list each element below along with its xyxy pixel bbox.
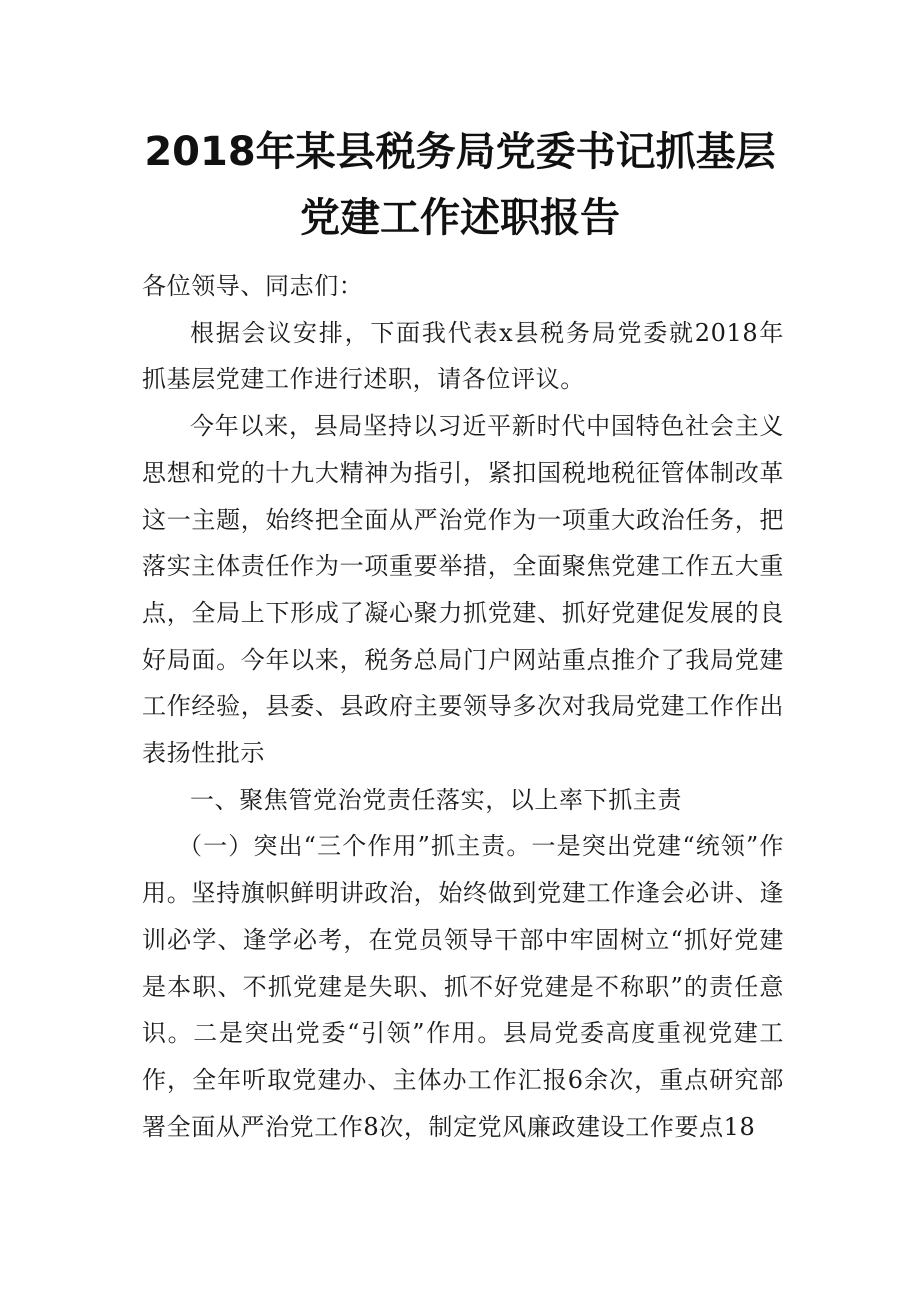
- section-heading-1: 一、聚焦管党治党责任落实，以上率下抓主责: [190, 785, 682, 814]
- document-title-line-1: 2018年某县税务局党委书记抓基层: [144, 129, 776, 175]
- document-title-line-2: 党建工作述职报告: [300, 195, 620, 241]
- paragraph-intro: 根据会议安排，下面我代表x县税务局党委就2018年抓基层党建工作进行述职，请各位评议。: [142, 318, 784, 394]
- document-body: [142, 263, 784, 1150]
- paragraph-overview: 今年以来，县局坚持以习近平新时代中国特色社会主义思想和党的十九大精神为指引，紧扣国税地税征管体制改革这一主题，始终把全面从严治党作为一项重大政治任务，把落实主体责任作为一项重要举措，全面聚焦党建工作五大重点，全局上下形成了凝心聚力抓党建、抓好党建促发展的良好局面。今年以来，税务总局门户网站重点推介了我局党建工作经验，县委、县政府主要领导多次对我局党建工作作出表扬性批示: [142, 412, 784, 768]
- salutation: 各位领导、同志们：: [142, 272, 364, 300]
- paragraph-section-1-1: （一）突出“三个作用”抓主责。一是突出党建“统领”作用。坚持旗帜鲜明讲政治，始终做到党建工作逢会必讲、逢训必学、逢学必考，在党员领导干部中牢固树立“抓好党建是本职、不抓党建是失职、抓不好党建是不称职”的责任意识。二是突出党委“引领”作用。县局党委高度重视党建工作，全年听取党建办、主体办工作汇报6余次，重点研究部署全面从严治党工作8次，制定党风廉政建设工作要点18: [142, 832, 784, 1141]
